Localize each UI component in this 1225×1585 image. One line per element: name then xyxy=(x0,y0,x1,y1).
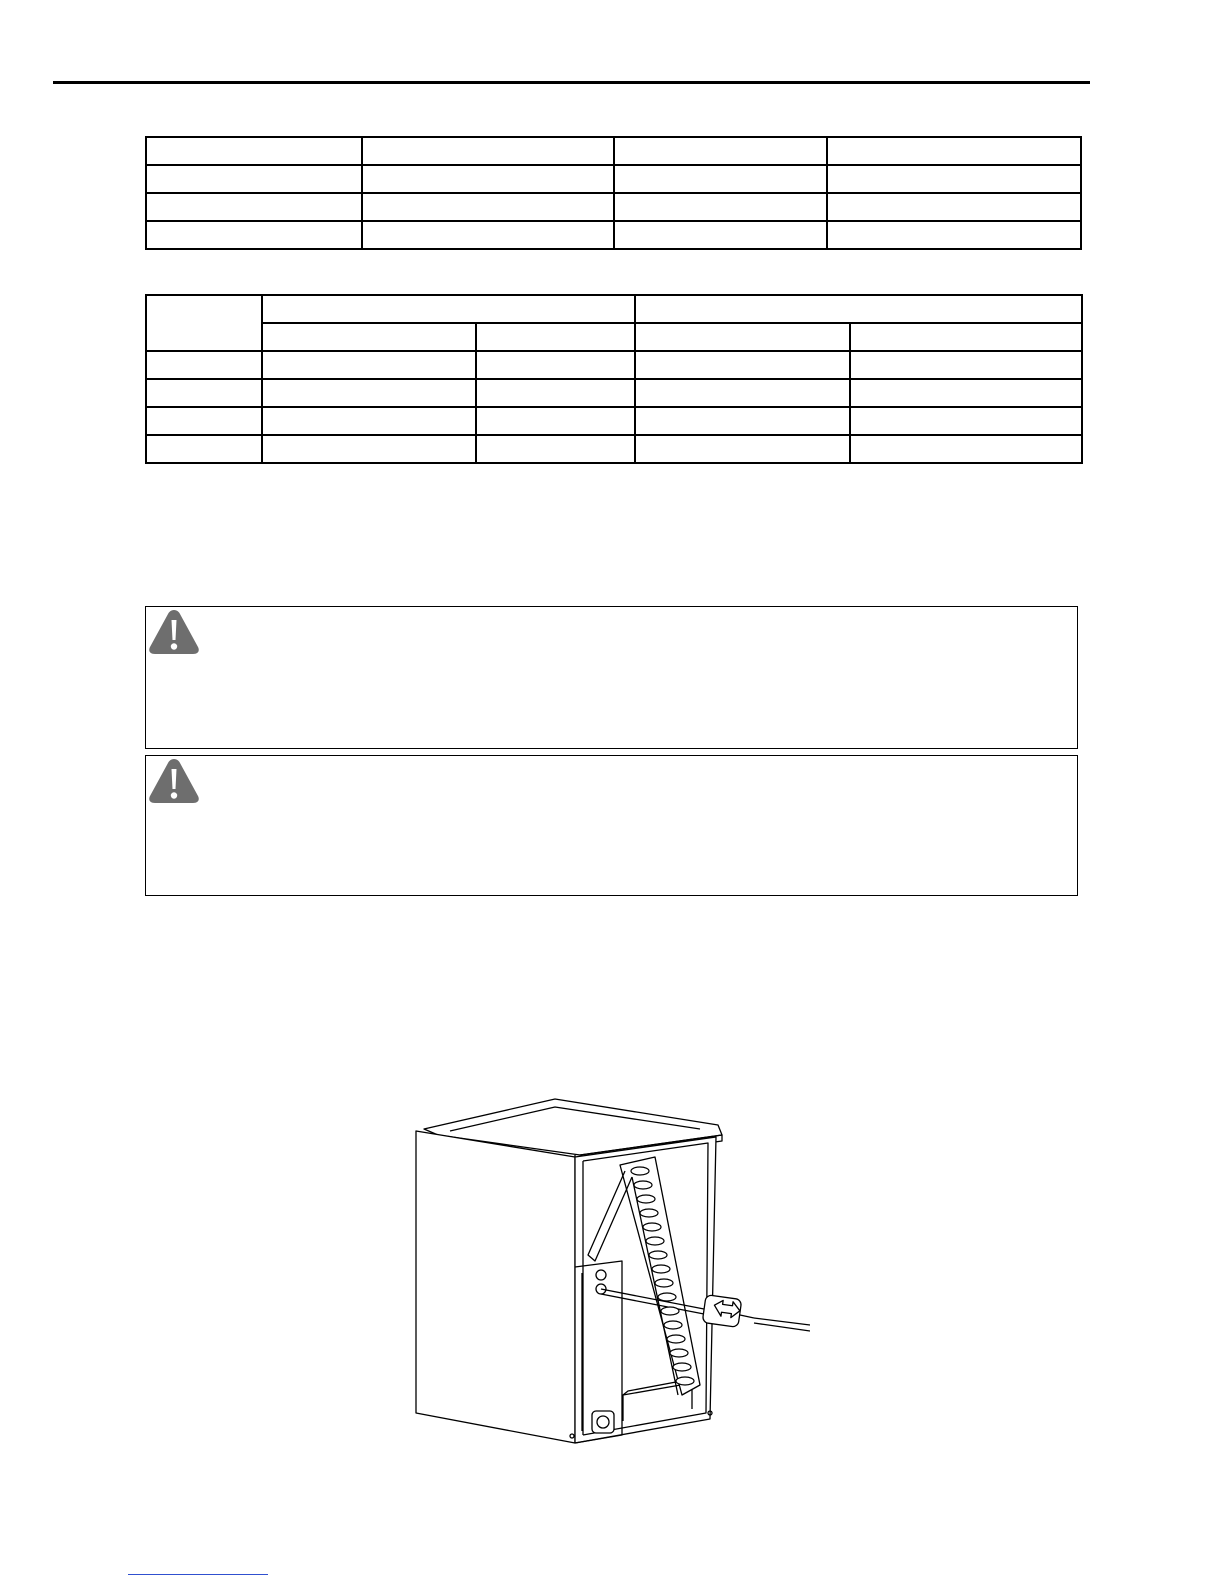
table-subheader xyxy=(850,323,1082,351)
warning-triangle-icon xyxy=(147,608,201,656)
table-header-row xyxy=(146,295,1082,323)
table-cell xyxy=(614,193,827,221)
warning-triangle-icon xyxy=(147,757,201,805)
table-row xyxy=(146,435,1082,463)
footer-link-underline xyxy=(128,1574,268,1575)
table-subheader-row xyxy=(146,323,1082,351)
table-cell xyxy=(362,137,614,165)
table-cell xyxy=(827,137,1081,165)
table-cell xyxy=(635,407,850,435)
table-cell xyxy=(146,165,362,193)
table-cell xyxy=(827,221,1081,249)
table-subheader xyxy=(635,323,850,351)
table-cell xyxy=(635,379,850,407)
table-cell xyxy=(850,351,1082,379)
table-cell xyxy=(262,379,476,407)
table-cell xyxy=(614,221,827,249)
table-cell xyxy=(850,379,1082,407)
table-cell xyxy=(362,193,614,221)
table-group-header xyxy=(262,295,635,323)
spec-table-top xyxy=(145,136,1082,250)
spec-table-bottom xyxy=(145,294,1083,464)
table-cell xyxy=(146,407,262,435)
table-cell xyxy=(476,407,635,435)
table-row xyxy=(146,407,1082,435)
table-cell xyxy=(262,435,476,463)
warning-box xyxy=(145,755,1078,896)
table-row xyxy=(146,137,1081,165)
table-row xyxy=(146,351,1082,379)
table-cell xyxy=(614,137,827,165)
table-row xyxy=(146,379,1082,407)
table-cell xyxy=(146,137,362,165)
table-subheader xyxy=(262,323,476,351)
table-cell xyxy=(362,165,614,193)
table-cell xyxy=(635,351,850,379)
table-cell xyxy=(827,193,1081,221)
table-row xyxy=(146,193,1081,221)
header-rule xyxy=(53,81,1090,84)
table-cell xyxy=(262,407,476,435)
table-cell xyxy=(146,221,362,249)
table-corner-cell xyxy=(146,295,262,351)
table-cell xyxy=(476,379,635,407)
table-group-header xyxy=(635,295,1082,323)
table-row xyxy=(146,165,1081,193)
table-cell xyxy=(262,351,476,379)
table-cell xyxy=(827,165,1081,193)
table-cell xyxy=(614,165,827,193)
table-cell xyxy=(146,193,362,221)
evaporator-coil-filter-drier-illustration xyxy=(410,1095,810,1445)
table-cell xyxy=(850,435,1082,463)
table-row xyxy=(146,221,1081,249)
table-cell xyxy=(362,221,614,249)
table-cell xyxy=(146,351,262,379)
warning-box xyxy=(145,606,1078,749)
table-cell xyxy=(635,435,850,463)
table-cell xyxy=(146,435,262,463)
table-cell xyxy=(476,435,635,463)
table-cell xyxy=(850,407,1082,435)
table-cell xyxy=(476,351,635,379)
table-cell xyxy=(146,379,262,407)
table-subheader xyxy=(476,323,635,351)
